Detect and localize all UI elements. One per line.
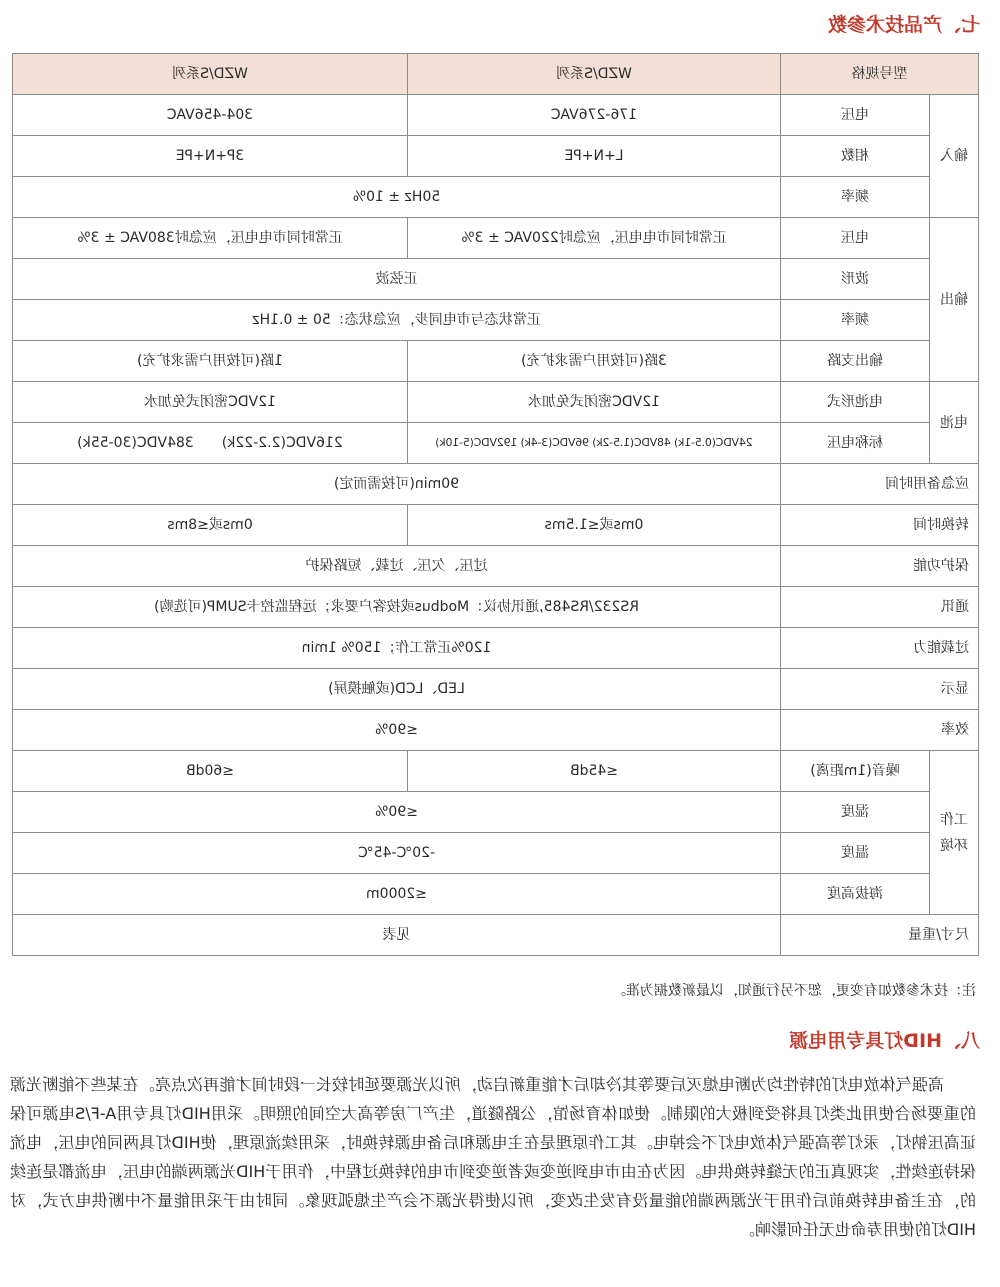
param-label: 湿度 [781,792,930,833]
table-row [13,669,979,710]
cell-value: 176-276VAC [408,95,781,136]
param-label: 噪音(1m距离) [781,751,930,792]
table-row [13,464,979,505]
cell-value: L+N+PE [408,136,781,177]
cell-value: 3路(可按用户需求扩充) [408,341,781,382]
table-row [13,505,979,546]
cell-value: -20℃-45℃ [13,833,781,874]
cell-value: 正常状态与市电同步，应急状态：50 ± 0.1Hz [13,300,781,341]
table-row [13,710,979,751]
param-label: 过载能力 [781,628,979,669]
table-row [13,341,979,382]
body-paragraph [10,1070,976,1244]
cell-value: 正常时同市电电压，应急时220VAC ± 3% [408,218,781,259]
section-7-title: 七、产品技术参数 [827,14,980,36]
cell-value: 正常时同市电电压，应急时380VAC ± 3% [13,218,408,259]
cell-value: 见表 [13,915,781,956]
param-label: 电池形式 [781,382,930,423]
cell-value: 3P+N+PE [13,136,408,177]
param-label: 尺寸/重量 [781,915,979,956]
table-row [13,382,979,423]
param-label: 海拔高度 [781,874,930,915]
param-label: 电压 [781,95,930,136]
param-label: 转换时间 [781,505,979,546]
header-model: 型号规格 [781,54,979,95]
header-series-1: WZD/S系列 [408,54,781,95]
cell-value: 12VDC密闭式免加水 [13,382,408,423]
table-row [13,259,979,300]
table-row [13,546,979,587]
table-row [13,95,979,136]
cell-value: 120%正常工作；150% 1min [13,628,781,669]
cell-value: 1路(可按用户需求扩充) [13,341,408,382]
param-label: 频率 [781,177,930,218]
table-row [13,792,979,833]
category-environment [930,751,979,915]
param-label: 温度 [781,833,930,874]
cell-value: 正弦波 [13,259,781,300]
cell-value: ≤90% [13,792,781,833]
param-label: 效率 [781,710,979,751]
section-8-title: 八、HID灯具专用电源 [789,1030,980,1052]
table-row [13,136,979,177]
cell-value: 216VDC(2.2-22k) 384VDC(30-55k) [13,423,408,464]
cell-value: 12VDC密闭式免加水 [408,382,781,423]
table-row [13,423,979,464]
table-header-row [13,54,979,95]
environment-label-line-2: 环境 [940,837,968,854]
cell-value: 90min(可按需而定) [13,464,781,505]
param-label: 标称电压 [781,423,930,464]
cell-value: LED、LCD(或触摸屏) [13,669,781,710]
param-label: 相数 [781,136,930,177]
cell-value: 24VDC(0.5-1k) 48VDC(1.5-2k) 96VDC(3-4k) 192VDC(5-10k) [408,423,781,464]
cell-value: ≤2000m [13,874,781,915]
param-label: 频率 [781,300,930,341]
table-row [13,833,979,874]
header-series-2: WZD/S系列 [13,54,408,95]
cell-value: ≤90% [13,710,781,751]
table-row [13,628,979,669]
cell-value: RS232/RS485,通讯协议：Modbus或按客户要求；远程监控卡SUMP(可选购) [13,587,781,628]
table-row [13,300,979,341]
table-row [13,751,979,792]
paragraph-text: 高强气体放电灯的特性均为断电熄灭后要等其冷却后才能重新启动，所以光源要延时较长一段时间才能再次点亮。在某些不能断光源的重要场合使用此类灯具将受到极大的限制。使如体育场馆，公路隧道，生产厂房等高大空间的照明。采用HID灯具专用A-F/S电源可保证高压钠灯，汞灯等高强气体放电灯不会掉电。其工作原理是在主电源和后备电源转换时，采用续流原理，使HID灯具两同的电压，电流保持连续性，实现真正的无缝转换供电。因为在由市电到逆变或者逆变到市电的转换过程中，作用于HID光源两端的电压，电流都是连续的，在主备电转换前后作用于光源两端的能量没有发生改变，所以使得光源不会产生熄弧现象。同时由于采用能量不中断供电方式，对HID灯的使用寿命也无任何影响。 [10,1075,976,1239]
category-battery: 电池 [930,382,979,464]
spec-table [12,53,979,956]
cell-value: ≤60dB [13,751,408,792]
param-label: 显示 [781,669,979,710]
cell-value: 0ms或≤1.5ms [408,505,781,546]
param-label: 通讯 [781,587,979,628]
footnote: 注：技术参数如有变更，恕不另行通知，以最新数据为准。 [612,983,976,999]
cell-value: 304-456VAC [13,95,408,136]
cell-value: 0ms或≤8ms [13,505,408,546]
table-row [13,874,979,915]
table-row [13,915,979,956]
table-row [13,218,979,259]
cell-value: 50Hz ± 10% [13,177,781,218]
param-label: 输出支路 [781,341,930,382]
param-label: 电压 [781,218,930,259]
cell-value: ≤45dB [408,751,781,792]
param-label: 波形 [781,259,930,300]
category-output: 输出 [930,218,979,382]
cell-value: 过压、欠压、过载、短路保护 [13,546,781,587]
param-label: 保护功能 [781,546,979,587]
category-input: 输入 [930,95,979,218]
param-label: 应急备用时间 [781,464,979,505]
table-row [13,587,979,628]
table-row [13,177,979,218]
environment-label-line-1: 工作 [940,811,968,828]
